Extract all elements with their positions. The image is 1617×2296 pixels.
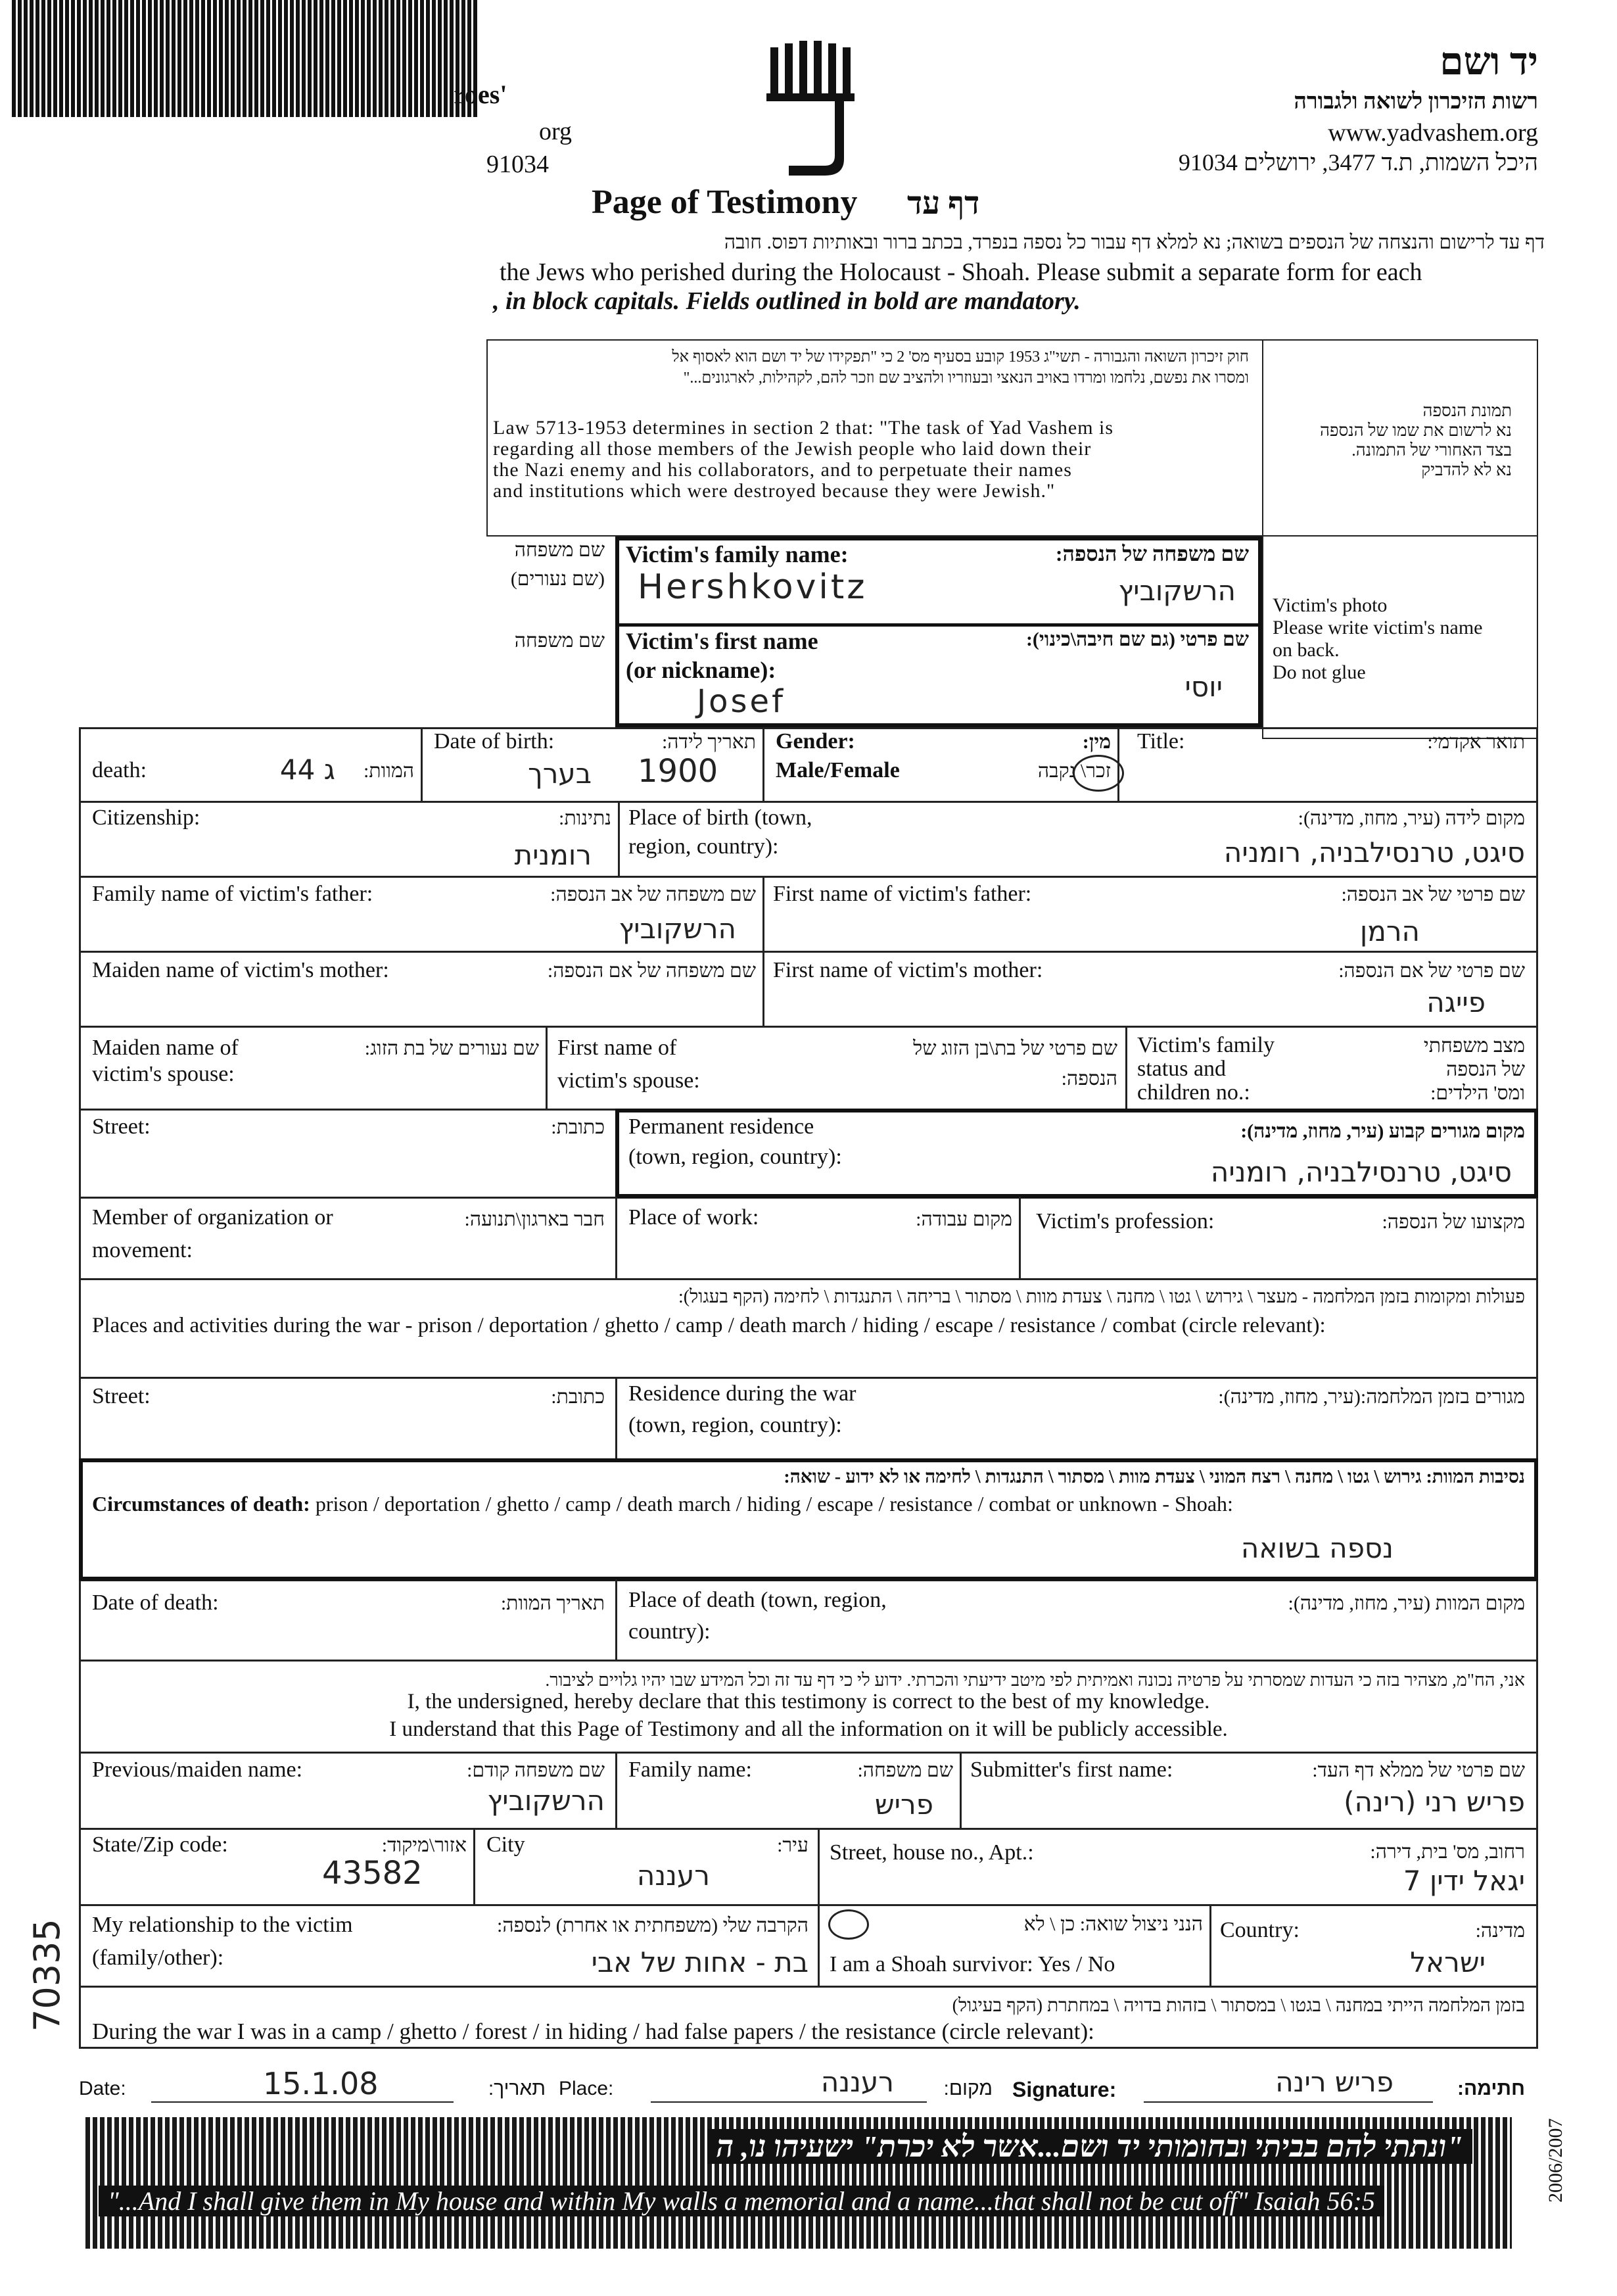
age-value[interactable]: ג 44 (279, 753, 335, 786)
submitter-family-label: Family name: (628, 1758, 752, 1782)
row-line (79, 1660, 1538, 1662)
status-label-he-3: ומס' הילדים: (1430, 1082, 1525, 1104)
status-label: Victim's family (1137, 1033, 1275, 1057)
col-line (1125, 1026, 1127, 1109)
death-date-label-he: תאריך המוות: (500, 1592, 605, 1614)
photo-he-1: תמונת הנספה (1422, 401, 1512, 420)
col-line (762, 951, 764, 1026)
street-label: Street: (92, 1114, 151, 1139)
row-line (79, 1377, 1538, 1379)
war-activities-en[interactable]: Places and activities during the war - prison / deportation / ghetto / camp / death march / hiding / escape / resistance / combat (circle relevant): (92, 1314, 1326, 1337)
relationship-value[interactable]: בת - אחות של אבי (591, 1946, 808, 1978)
side-label-family-2: שם משפחה (514, 630, 605, 652)
col-line (546, 1026, 548, 1109)
relationship-label-he: הקרבה שלי (משפחתית או אחרת) לנספה: (497, 1915, 808, 1936)
status-label-3: children no.: (1137, 1080, 1250, 1105)
footer-quote-en: "...And I shall give them in My house and within My walls a memorial and a name...that shall not be cut off" Isaiah 56:5 (99, 2186, 1384, 2216)
row-line (79, 1026, 1538, 1028)
signature-value[interactable]: פריש רינה (1275, 2066, 1394, 2098)
footer-quote-he: "ונתתי להם בביתי ובחומותי יד ושם...אשר לא יכרת" ישעיהו נו, ה (707, 2129, 1472, 2164)
row-line (79, 1828, 1538, 1830)
place-label-he: מקום: (943, 2078, 993, 2099)
title-label: Title: (1137, 729, 1185, 753)
father-family-label-he: שם משפחה של אב הנספה: (550, 884, 756, 905)
row-line (79, 951, 1538, 953)
photo-en-4: Do not glue (1273, 661, 1366, 683)
submitter-street-label-he: רחוב, מס' בית, דירה: (1370, 1841, 1525, 1863)
prev-name-label-he: שם משפחה קודם: (467, 1759, 605, 1781)
father-first-label: First name of victim's father: (773, 882, 1032, 906)
header-left-fragment: roes' (454, 80, 507, 109)
spouse-first-label-he-2: הנספה: (1061, 1068, 1117, 1089)
submitter-family-value[interactable]: פריש (874, 1788, 933, 1821)
country-value[interactable]: ישראל (1410, 1946, 1486, 1978)
work-place-label: Place of work: (628, 1205, 759, 1230)
col-line (762, 727, 764, 801)
status-label-he: מצב משפחתי (1423, 1035, 1525, 1057)
spouse-first-label-he: שם פרטי של בת\בן הזוג של (913, 1038, 1117, 1059)
photo-en-2: Please write victim's name (1273, 617, 1483, 638)
spouse-maiden-label-2: victim's spouse: (92, 1062, 235, 1086)
prev-name-label: Previous/maiden name: (92, 1758, 303, 1782)
law-he-2: ומסרו את נפשם, נלחמו ומרדו באויב הנאצי ובעוזריו ולהציב שם וזכר להם, לקהילות, לארגונים..." (683, 370, 1249, 387)
profession-label: Victim's profession: (1036, 1209, 1215, 1233)
submitter-first-label: Submitter's first name: (970, 1758, 1173, 1782)
law-en-1: Law 5713-1953 determines in section 2 that: "The task of Yad Vashem is (493, 417, 1114, 439)
citizenship-label-he: נתינות: (559, 807, 611, 829)
photo-en-1: Victim's photo (1273, 594, 1388, 616)
age-label: death: (92, 758, 147, 782)
row-line (79, 1986, 1538, 1988)
row-line (79, 876, 1538, 878)
war-residence-label-2: (town, region, country): (628, 1413, 842, 1437)
margin-number: 70335 (26, 1919, 68, 2032)
gender-male-circle (1073, 755, 1124, 792)
zip-value[interactable]: 43582 (322, 1855, 423, 1892)
victim-family-label-he: שם משפחה של הנספה: (1055, 542, 1249, 565)
dob-value-he[interactable]: בערך (528, 757, 592, 790)
photo-he-3: בצד האחורי של התמונה. (1351, 441, 1512, 460)
war-residence-label: Residence during the war (628, 1381, 856, 1406)
victim-family-label: Victim's family name: (626, 541, 849, 567)
declaration-en-1: I, the undersigned, hereby declare that this testimony is correct to the best of my knowledge. (407, 1690, 1210, 1713)
dob-label: Date of birth: (434, 729, 555, 753)
submitter-street-value[interactable]: יגאל ידין 7 (1403, 1865, 1525, 1897)
death-place-label-2: country): (628, 1619, 711, 1644)
victim-first-label-he: שם פרטי (גם שם חיבה\כינוי): (1025, 629, 1249, 650)
row-line (79, 1752, 1538, 1754)
survivor-no-circle (828, 1909, 869, 1940)
col-line (615, 1752, 617, 1828)
perm-residence-label-he: מקום מגורים קבוע (עיר, מחוז, מדינה): (1240, 1120, 1525, 1142)
zip-label-he: אזור\מיקוד: (381, 1834, 467, 1856)
mother-maiden-label-he: שם משפחה של אם הנספה: (547, 960, 756, 982)
perm-residence-label-2: (town, region, country): (628, 1145, 842, 1169)
circumstances-en-bold: Circumstances of death: (92, 1492, 310, 1516)
city-label-he: עיר: (777, 1834, 808, 1856)
work-place-label-he: מקום עבודה: (916, 1208, 1012, 1230)
war-street-label-he: כתובת: (551, 1386, 605, 1408)
circumstances-en[interactable] (92, 1490, 1233, 1518)
col-line (615, 1377, 617, 1458)
submitter-first-value[interactable]: פריש רני (רינה) (1344, 1786, 1525, 1818)
victim-name-divider (615, 623, 1262, 627)
org-member-label-2: movement: (92, 1238, 193, 1262)
mother-maiden-label: Maiden name of victim's mother: (92, 958, 389, 982)
header-left-url-fragment: org (539, 118, 572, 145)
col-line (473, 1828, 475, 1904)
declaration-en-2: I understand that this Page of Testimony and all the information on it will be publicly accessible. (389, 1717, 1228, 1741)
victim-first-value-he[interactable]: יוסי (1184, 671, 1223, 703)
page-title: Page of Testimony (592, 183, 858, 221)
col-line (818, 1904, 820, 1986)
spouse-maiden-label: Maiden name of (92, 1036, 239, 1060)
war-activities-he: פעולות ומקומות בזמן המלחמה - מעצר \ גירוש \ גטו \ מחנה \ צעדת מוות \ מסתור \ בריחה \ התנגדות \ לחימה (הקף בעגול): (678, 1287, 1525, 1307)
org-subtitle-he: רשות הזיכרון לשואה ולגבורה (1294, 89, 1538, 114)
city-value[interactable]: רעננה (636, 1859, 710, 1892)
father-first-value[interactable]: הרמן (1359, 915, 1420, 947)
row-line (79, 1904, 1538, 1906)
status-label-2: status and (1137, 1057, 1227, 1081)
col-line (818, 1828, 820, 1904)
declaration-he: אני, הח"מ, מצהיר בזה כי העדות שמסרתי על פרטיה נכונה ואמיתית לפי מיטב ידיעתי והכרתי. ידוע לי כי דף עד זה וכל המידע שבו יהיו גלויים לציבור. (545, 1670, 1525, 1690)
victim-first-value[interactable]: Josef (697, 683, 785, 720)
col-line (615, 1579, 617, 1660)
victim-first-label-2: (or nickname): (626, 657, 776, 683)
spouse-maiden-label-he: שם נעורים של בת הזוג: (364, 1038, 539, 1059)
perm-residence-value[interactable]: סיגט, טרנסילבניה, רומניה (1210, 1156, 1512, 1188)
victim-family-value-he[interactable]: הרשקוביץ (1118, 575, 1236, 607)
col-line (762, 876, 764, 951)
submitter-family-label-he: שם משפחה: (857, 1759, 953, 1781)
col-line (1019, 1197, 1021, 1278)
pob-label-2: region, country): (628, 834, 779, 859)
signature-label-he: חתימה: (1457, 2078, 1525, 2099)
org-address-he: היכל השמות, ת.ד 3477, ירושלים 91034 (1178, 149, 1538, 176)
perm-residence-label: Permanent residence (628, 1114, 814, 1139)
war-street-label: Street: (92, 1384, 151, 1408)
profession-label-he: מקצועו של הנספה: (1382, 1211, 1525, 1233)
footer-side-code: 2006/2007 (1545, 2118, 1566, 2203)
title-label-he: תואר אקדמי: (1427, 731, 1525, 753)
death-date-label: Date of death: (92, 1590, 219, 1615)
submitter-street-label: Street, house no., Apt.: (830, 1840, 1034, 1865)
father-first-label-he: שם פרטי של אב הנספה: (1341, 884, 1525, 905)
org-name-he: יד ושם (1440, 40, 1538, 83)
gender-options-he[interactable]: זכר\ נקבה (1037, 760, 1111, 782)
col-line (960, 1752, 962, 1828)
submitter-first-label-he: שם פרטי של ממלא דף העד: (1312, 1759, 1525, 1781)
war-residence-label-he: מגורים בזמן המלחמה:(עיר, מחוז, מדינה): (1218, 1386, 1525, 1408)
date-underline (151, 2101, 454, 2103)
photo-he-4: נא לא להדביק (1421, 460, 1512, 479)
relationship-label: My relationship to the victim (92, 1913, 353, 1937)
pob-label: Place of birth (town, (628, 805, 812, 830)
row-line (79, 801, 1538, 803)
org-member-label-he: חבר בארגון\תנועה: (464, 1208, 605, 1230)
circumstances-en-options: prison / deportation / ghetto / camp / death march / hiding / escape / resistance / combat or unknown - Shoah: (310, 1492, 1233, 1516)
status-label-he-2: של הנספה (1446, 1059, 1525, 1080)
age-label-he: המוות: (363, 760, 414, 782)
father-family-label: Family name of victim's father: (92, 882, 373, 906)
page-title-he: דף עד (907, 186, 980, 221)
spouse-first-label-2: victim's spouse: (557, 1068, 700, 1093)
instructions-en-2: , in block capitals. Fields outlined in bold are mandatory. (493, 287, 1081, 315)
photo-he-2: נא לרשום את שמו של הנספה (1319, 421, 1512, 440)
city-label: City (486, 1832, 525, 1857)
circumstances-he: נסיבות המוות: גירוש \ גטו \ מחנה \ רצח המוני \ צעדת מוות \ מסתור \ התנגדות \ לחימה או לא ידוע - שואה: (784, 1467, 1525, 1487)
signature-underline (1144, 2101, 1433, 2103)
mother-first-label-he: שם פרטי של אם הנספה: (1338, 960, 1525, 982)
zip-label: State/Zip code: (92, 1832, 228, 1857)
relationship-label-2: (family/other): (92, 1946, 224, 1970)
yad-vashem-logo (762, 41, 861, 179)
header-left-zip: 91034 (486, 151, 549, 178)
during-war-he: בזמן המלחמה הייתי במחנה \ בגטו \ במסתור \ בזהות בדויה \ במחתרת (הקף בעיגול) (952, 1996, 1525, 2016)
mother-first-value[interactable]: פייגה (1426, 986, 1486, 1018)
death-place-label-he: מקום המוות (עיר, מחוז, מדינה): (1288, 1592, 1525, 1614)
citizenship-value[interactable]: רומנית (514, 839, 592, 871)
org-member-label: Member of organization or (92, 1205, 333, 1230)
row-line (79, 1278, 1538, 1280)
photo-en-3: on back. (1273, 639, 1340, 661)
law-en-2: regarding all those members of the Jewish people who laid down their (493, 438, 1092, 460)
prev-name-value[interactable]: הרשקוביץ (487, 1784, 605, 1817)
col-line (615, 1197, 617, 1278)
circumstances-value[interactable]: נספה בשואה (1240, 1532, 1394, 1564)
date-label-he: תאריך: (488, 2078, 546, 2099)
gender-options: Male/Female (776, 758, 900, 782)
country-label-he: מדינה: (1475, 1920, 1525, 1942)
signature-label: Signature: (1012, 2078, 1117, 2101)
father-family-value[interactable]: הרשקוביץ (619, 913, 736, 945)
victim-first-label: Victim's first name (626, 628, 818, 654)
spouse-first-label: First name of (557, 1036, 677, 1060)
date-value[interactable]: 15.1.08 (263, 2066, 379, 2101)
org-url: www.yadvashem.org (1328, 119, 1538, 147)
date-label: Date: (79, 2078, 126, 2099)
street-label-he: כתובת: (551, 1116, 605, 1138)
law-he-1: חוק זיכרון השואה והגבורה - תשי"ג 1953 קובע בסעיף מס' 2 כי "תפקידו של יד ושם הוא לאסוף אל (672, 348, 1249, 366)
during-war-en[interactable]: During the war I was in a camp / ghetto / forest / in hiding / had false papers / the resistance (circle relevant): (92, 2019, 1094, 2044)
place-label: Place: (559, 2078, 614, 2099)
col-line (1209, 1904, 1211, 1986)
dob-value[interactable]: 1900 (638, 753, 718, 790)
scan-black-block (12, 0, 479, 117)
gender-label: Gender: (776, 729, 855, 753)
side-label-maiden: (שם נעורים) (510, 568, 605, 590)
place-value[interactable]: רעננה (820, 2066, 894, 2098)
footer-banner (85, 2117, 1512, 2249)
law-en-4: and institutions which were destroyed because they were Jewish." (493, 480, 1056, 502)
victim-family-value[interactable]: Hershkovitz (638, 567, 868, 607)
gender-label-he: מין: (1082, 731, 1111, 753)
survivor-label[interactable]: I am a Shoah survivor: Yes / No (830, 1952, 1115, 1976)
survivor-label-he[interactable]: הנני ניצול שואה: כן \ לא (1023, 1913, 1203, 1935)
citizenship-label: Citizenship: (92, 805, 200, 830)
death-place-label: Place of death (town, region, (628, 1588, 887, 1612)
mother-first-label: First name of victim's mother: (773, 958, 1043, 982)
side-label-family: שם משפחה (514, 539, 605, 561)
dob-label-he: תאריך לידה: (661, 731, 756, 753)
instructions-en-1: the Jews who perished during the Holocaust - Shoah. Please submit a separate form for each (500, 258, 1422, 286)
place-underline (651, 2101, 927, 2103)
col-line (618, 801, 620, 876)
country-label: Country: (1220, 1918, 1300, 1942)
law-en-3: the Nazi enemy and his collaborators, and to perpetuate their names (493, 459, 1072, 481)
pob-label-he: מקום לידה (עיר, מחוז, מדינה): (1298, 807, 1525, 829)
instructions-he: דף עד לרישום והנצחה של הנספים בשואה; נא למלא דף עבור כל נספה בנפרד, בכתב ברור ובאותיות דפוס. חובה (724, 231, 1545, 253)
col-line (421, 727, 423, 801)
pob-value[interactable]: סיגט, טרנסילבניה, רומניה (1223, 836, 1525, 869)
